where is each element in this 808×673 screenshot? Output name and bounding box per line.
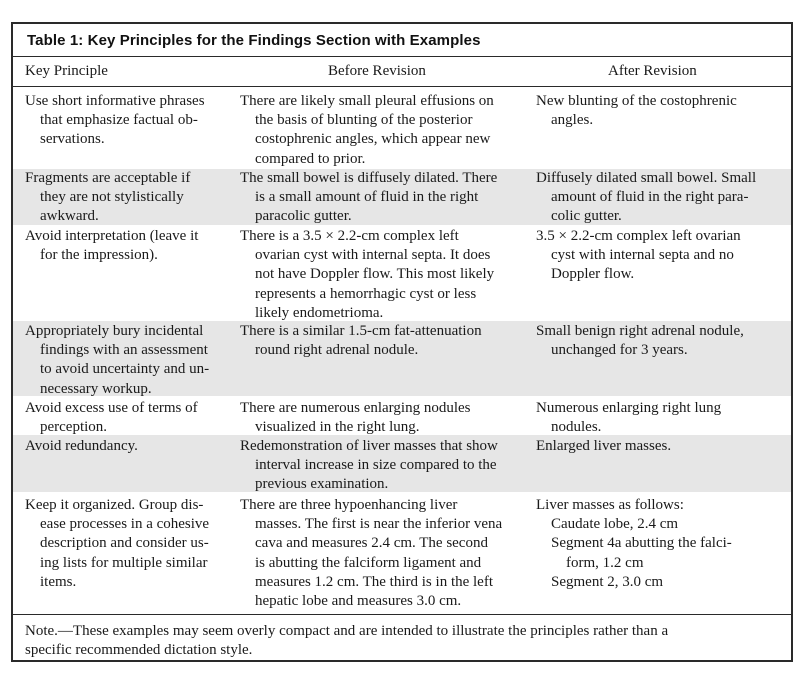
after-cell — [536, 227, 786, 285]
before-line: cava and measures 2.4 cm. The second — [255, 535, 488, 552]
after-cell — [536, 92, 786, 130]
before-line: There is a 3.5 × 2.2-cm complex left — [240, 228, 459, 244]
principle-line: awkward. — [40, 208, 99, 225]
principle-cell — [25, 437, 235, 456]
principle-line: Fragments are acceptable if — [25, 170, 191, 186]
before-cell — [240, 227, 532, 323]
principle-line: Use short informative phrases — [25, 93, 205, 109]
after-line: Numerous enlarging right lung — [536, 400, 722, 416]
after-line: Diffusely dilated small bowel. Small — [536, 170, 757, 186]
after-line: Caudate lobe, 2.4 cm — [551, 516, 679, 533]
before-cell — [240, 322, 532, 360]
header-key-principle: Key Principle — [25, 63, 108, 79]
before-line: measures 1.2 cm. The third is in the left — [255, 573, 494, 590]
before-line: round right adrenal nodule. — [255, 342, 419, 359]
before-line: Redemonstration of liver masses that show — [240, 438, 498, 454]
before-line: There are three hypoenhancing liver — [240, 497, 458, 513]
before-line: interval increase in size compared to the — [255, 457, 497, 474]
after-cell — [536, 399, 786, 437]
principle-cell — [25, 399, 235, 437]
after-cell — [536, 437, 786, 456]
after-line: angles. — [551, 112, 594, 129]
principle-line: Avoid redundancy. — [25, 438, 138, 454]
principle-line: ease processes in a cohesive — [40, 516, 210, 533]
before-line: visualized in the right lung. — [255, 419, 420, 436]
before-cell — [240, 399, 532, 437]
after-line: Small benign right adrenal nodule, — [536, 323, 744, 339]
before-line: There are numerous enlarging nodules — [240, 400, 471, 416]
principle-cell — [25, 496, 235, 592]
before-line: paracolic gutter. — [255, 208, 352, 225]
before-cell — [240, 437, 532, 495]
after-cell — [536, 496, 786, 592]
principle-cell — [25, 227, 235, 265]
principle-line: Keep it organized. Group dis- — [25, 497, 204, 513]
before-line: compared to prior. — [255, 150, 366, 167]
before-line: hepatic lobe and measures 3.0 cm. — [255, 593, 462, 610]
before-cell — [240, 496, 532, 611]
principle-line: to avoid uncertainty and un- — [40, 361, 210, 378]
before-line: The small bowel is diffusely dilated. There — [240, 170, 498, 186]
principle-line: items. — [40, 573, 77, 590]
table-note — [25, 622, 668, 660]
after-line: Enlarged liver masses. — [536, 438, 672, 454]
principle-line: Avoid excess use of terms of — [25, 400, 198, 416]
before-cell — [240, 169, 532, 227]
after-line: colic gutter. — [551, 208, 622, 225]
after-cell — [536, 322, 786, 360]
before-line: masses. The first is near the inferior vena — [255, 516, 503, 533]
before-line: ovarian cyst with internal septa. It does — [255, 247, 491, 264]
principle-line: Appropriately bury incidental — [25, 323, 204, 339]
principle-cell — [25, 169, 235, 227]
after-line: Segment 2, 3.0 cm — [551, 573, 664, 590]
principle-line: necessary workup. — [40, 380, 152, 397]
after-line: Liver masses as follows: — [536, 497, 684, 513]
before-line: not have Doppler flow. This most likely — [255, 266, 495, 283]
before-line: represents a hemorrhagic cyst or less — [255, 285, 477, 302]
after-line: form, 1.2 cm — [566, 554, 644, 571]
principle-line: they are not stylistically — [40, 189, 184, 206]
principle-line: ing lists for multiple similar — [40, 554, 208, 571]
note-line: Note.—These examples may seem overly compact and are intended to illustrate the principles rather than a — [25, 623, 669, 639]
after-line: 3.5 × 2.2-cm complex left ovarian — [536, 228, 741, 244]
table-frame — [11, 22, 793, 662]
after-line: New blunting of the costophrenic — [536, 93, 737, 109]
before-line: costophrenic angles, which appear new — [255, 131, 491, 148]
header-after-revision: After Revision — [608, 63, 697, 79]
principle-line: servations. — [40, 131, 105, 148]
principle-line: perception. — [40, 419, 108, 436]
before-line: previous examination. — [255, 476, 389, 493]
header-before-revision: Before Revision — [328, 63, 426, 79]
after-line: amount of fluid in the right para- — [551, 189, 749, 206]
before-line: the basis of blunting of the posterior — [255, 112, 473, 129]
principle-line: Avoid interpretation (leave it — [25, 228, 199, 244]
principle-line: for the impression). — [40, 247, 158, 264]
before-line: likely endometrioma. — [255, 304, 384, 321]
after-cell — [536, 169, 786, 227]
after-line: Doppler flow. — [551, 266, 635, 283]
before-line: is a small amount of fluid in the right — [255, 189, 479, 206]
note-divider — [13, 614, 791, 615]
principle-cell — [25, 92, 235, 150]
after-line: cyst with internal septa and no — [551, 247, 734, 264]
before-line: is abutting the falciform ligament and — [255, 554, 482, 571]
after-line: unchanged for 3 years. — [551, 342, 688, 359]
principle-line: that emphasize factual ob- — [40, 112, 198, 129]
principle-line: findings with an assessment — [40, 342, 208, 359]
title-divider — [13, 56, 791, 57]
before-line: There are likely small pleural effusions on — [240, 93, 494, 109]
before-cell — [240, 92, 532, 169]
table-title: Table 1: Key Principles for the Findings Section with Examples — [27, 32, 481, 49]
before-line: There is a similar 1.5-cm fat-attenuation — [240, 323, 482, 339]
after-line: Segment 4a abutting the falci- — [551, 535, 732, 552]
principle-cell — [25, 322, 235, 399]
note-line: specific recommended dictation style. — [25, 642, 253, 659]
header-divider — [13, 86, 791, 87]
after-line: nodules. — [551, 419, 602, 436]
principle-line: description and consider us- — [40, 535, 209, 552]
